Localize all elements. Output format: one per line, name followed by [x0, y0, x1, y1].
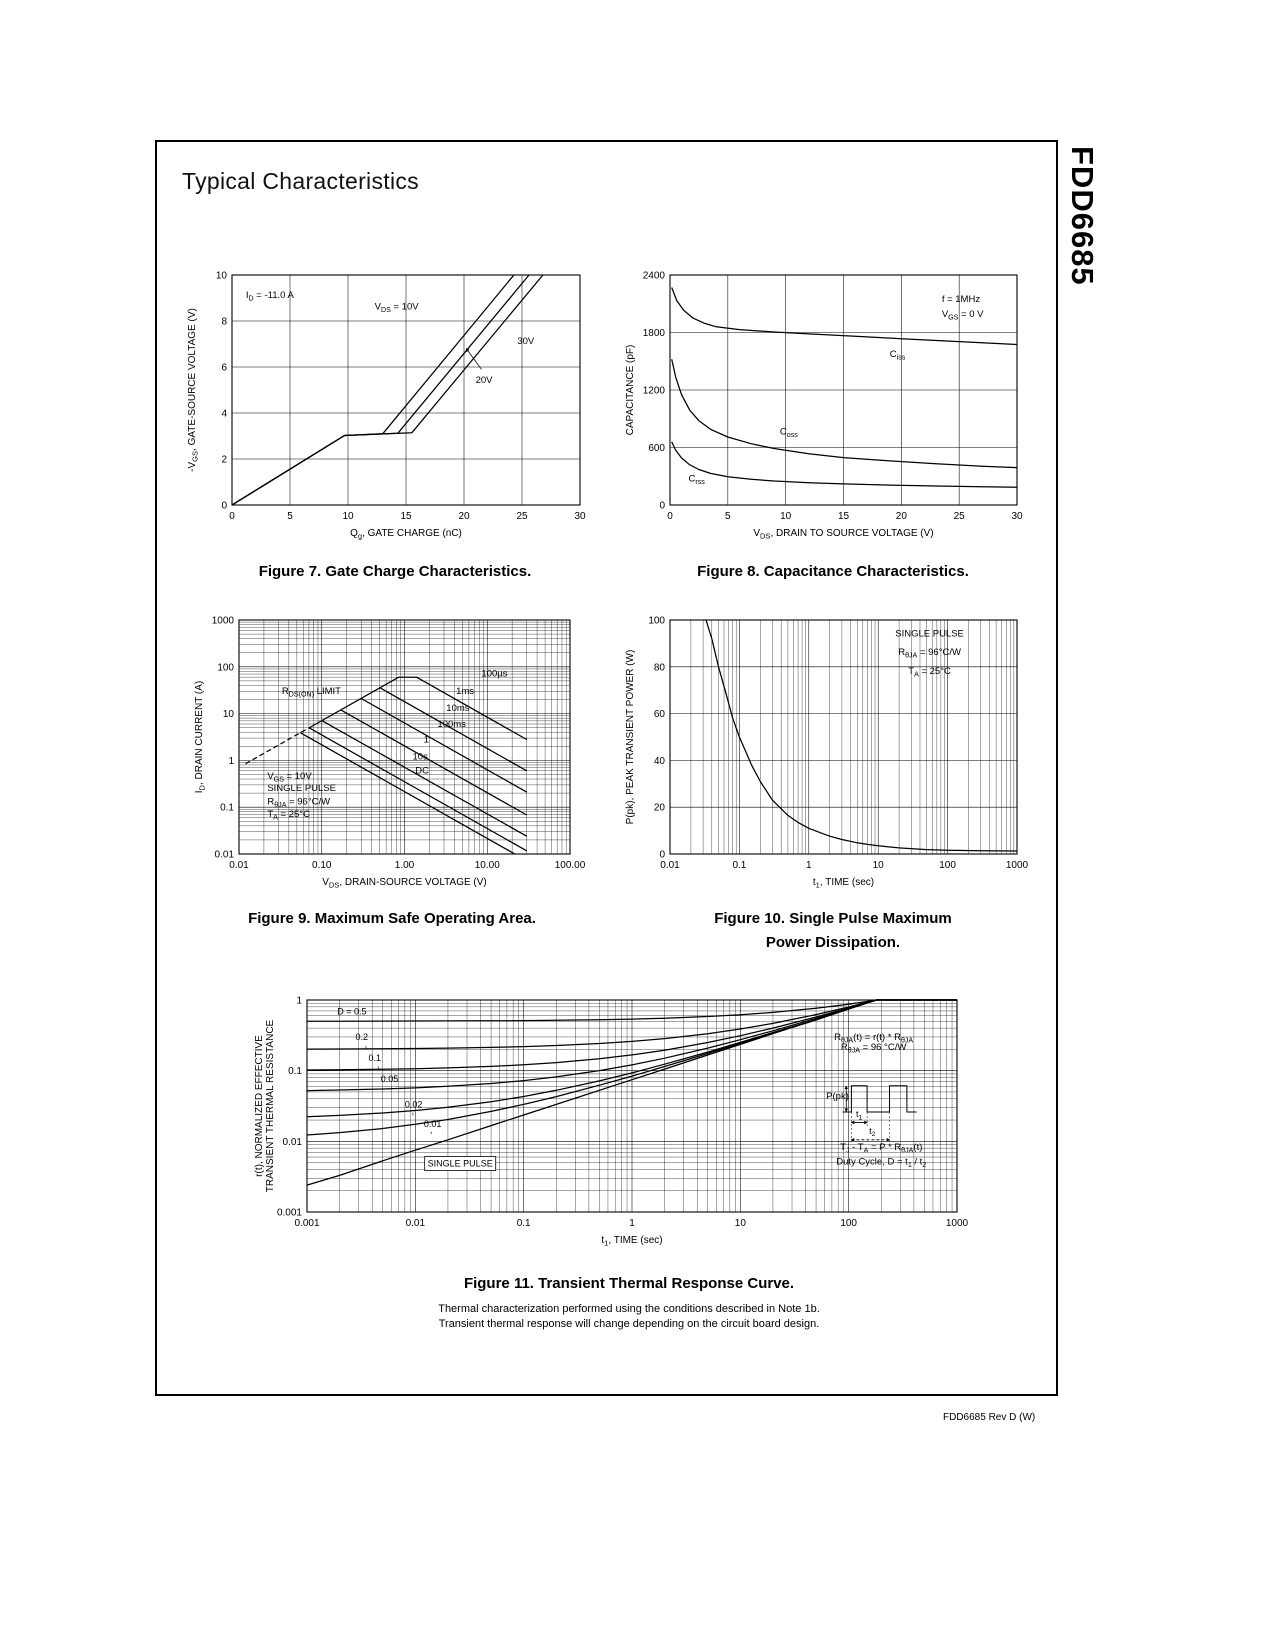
svg-text:80: 80 [653, 662, 665, 674]
figure10-caption [618, 907, 1048, 955]
svg-text:0.01: 0.01 [423, 1118, 442, 1129]
svg-text:1ms: 1ms [456, 686, 475, 698]
svg-text:600: 600 [648, 443, 665, 454]
svg-text:ID = -11.0 A: $I_D = -11.0$ A [245, 290, 294, 303]
svg-text:20: 20 [653, 802, 665, 814]
svg-text:t1, TIME (sec): $t_1$, TIME (sec) [601, 1235, 663, 1248]
svg-text:30: 30 [574, 511, 586, 522]
svg-text:10: 10 [734, 1218, 746, 1229]
svg-text:0.001: 0.001 [294, 1218, 320, 1229]
svg-text:-VGS, GATE-SOURCE VOLTAGE (V): $-V_{GS}$, GATE-SOURCE VOLTAGE (V) [187, 308, 200, 472]
svg-text:1: 1 [806, 860, 812, 871]
part-number: FDD6685 [1065, 146, 1100, 286]
svg-text:0.01: 0.01 [405, 1218, 426, 1229]
svg-text:TA = 25°C: $T_A = 25^\circ C$ [267, 808, 310, 822]
capacitance-svg [618, 263, 1048, 563]
svg-text:0.05: 0.05 [380, 1074, 399, 1085]
svg-text:0.2: 0.2 [355, 1032, 368, 1043]
page-title: Typical Characteristics [182, 168, 419, 194]
svg-text:25: 25 [953, 511, 965, 522]
svg-text:0.01: 0.01 [229, 860, 249, 871]
svg-text:RθJA = 96°C/W: $R_{\theta JA} = 96^\circ C/W$ [267, 796, 331, 809]
svg-text:10: 10 [872, 860, 884, 871]
svg-text:TA = 25°C: $T_A = 25^\circ C$ [908, 665, 951, 679]
svg-text:f = 1MHz: f = 1MHz [941, 293, 981, 305]
figure8-caption: Figure 8. Capacitance Characteristics. [697, 563, 969, 580]
svg-text:Qg, GATE CHARGE (nC): $Q_g$, GATE CHARGE (nC) [350, 528, 462, 541]
svg-text:TRANSIENT THERMAL RESISTANCE: TRANSIENT THERMAL RESISTANCE [265, 1019, 276, 1193]
svg-text:10: 10 [222, 709, 234, 721]
svg-text:1200: 1200 [642, 385, 665, 397]
svg-text:RθJA = 96°C/W: $R_{\theta JA} = 96^\circ C/W$ [898, 647, 961, 660]
svg-text:60: 60 [653, 709, 665, 721]
svg-text:20: 20 [895, 511, 907, 522]
svg-text:SINGLE PULSE: SINGLE PULSE [267, 783, 336, 795]
svg-text:Crss: $C_{rss}$ [688, 473, 705, 487]
svg-text:0.001: 0.001 [276, 1207, 302, 1219]
svg-text:0: 0 [659, 849, 665, 861]
figure11-note-line2: Transient thermal response will change depending on the circuit board design. [438, 1318, 820, 1330]
svg-text:15: 15 [837, 511, 850, 522]
svg-text:t1: $t_1$ [856, 1109, 863, 1122]
svg-text:100: 100 [648, 615, 665, 627]
page-footer: FDD6685 Rev D (W) [943, 1412, 1036, 1423]
svg-text:1000: 1000 [945, 1218, 969, 1229]
svg-text:20V: 20V [475, 375, 493, 387]
svg-text:40: 40 [653, 755, 665, 767]
svg-text:10: 10 [780, 511, 792, 522]
svg-text:100ms: 100ms [437, 718, 466, 730]
svg-text:P(pk): P(pk) [826, 1090, 849, 1102]
svg-text:VGS = 0 V: $V_{GS} = 0$ V [941, 309, 984, 322]
svg-text:t1, TIME (sec): $t_1$, TIME (sec) [812, 877, 875, 890]
svg-text:VDS, DRAIN TO SOURCE VOLTAGE (: $V_{DS}$, DRAIN TO SOURCE VOLTAGE (V) [753, 528, 934, 541]
svg-text:10: 10 [215, 270, 227, 282]
svg-text:30V: 30V [517, 336, 535, 347]
svg-text:VDS, DRAIN-SOURCE VOLTAGE (V): $V_{DS}$, DRAIN-SOURCE VOLTAGE (V) [322, 877, 487, 890]
gate-charge-svg [180, 263, 610, 563]
svg-text:VGS = 10V: $V_{GS} = 10V$ [267, 771, 312, 784]
figure11-notes [249, 1302, 1009, 1332]
svg-text:TJ - TA = P * RθJA(t): $T_J - T_A = P * R_{\theta JA}(t)$ [840, 1142, 923, 1155]
svg-text:100.00: 100.00 [554, 860, 586, 871]
svg-text:0.10: 0.10 [312, 860, 332, 871]
svg-text:0: 0 [229, 511, 235, 522]
figure10-power-chart [618, 608, 1048, 918]
figure9-soa-chart [187, 608, 607, 918]
svg-text:10.00: 10.00 [474, 860, 500, 871]
svg-text:D = 0.5: D = 0.5 [337, 1006, 367, 1017]
svg-text:0.01: 0.01 [660, 860, 680, 871]
svg-text:0.01: 0.01 [214, 849, 234, 861]
svg-text:6: 6 [221, 362, 227, 374]
svg-text:1000: 1000 [211, 615, 234, 627]
svg-text:4: 4 [221, 408, 227, 420]
svg-text:CAPACITANCE (pF): CAPACITANCE (pF) [625, 344, 636, 436]
power-svg [618, 608, 1048, 918]
svg-text:5: 5 [725, 511, 731, 522]
figure7-caption: Figure 7. Gate Charge Characteristics. [258, 563, 532, 580]
svg-text:SINGLE PULSE: SINGLE PULSE [427, 1158, 493, 1169]
svg-text:RθJA = 96 °C/W: $R_{\theta JA} = 96$ °C/W [840, 1042, 907, 1055]
svg-text:RDS(ON) LIMIT: $R_{DS(ON)}$ LIMIT [281, 686, 341, 699]
figure11-thermal-chart [249, 988, 1009, 1278]
svg-text:25: 25 [516, 511, 528, 522]
content-border [155, 140, 1058, 1396]
svg-text:30: 30 [1011, 511, 1023, 522]
svg-text:0.01: 0.01 [282, 1136, 302, 1148]
figure10-caption-line1: Figure 10. Single Pulse Maximum [714, 910, 952, 927]
svg-text:100: 100 [840, 1218, 858, 1229]
svg-text:10ms: 10ms [446, 702, 470, 714]
svg-text:1.00: 1.00 [394, 860, 415, 871]
svg-text:0.02: 0.02 [404, 1099, 423, 1110]
svg-text:2400: 2400 [642, 270, 665, 282]
svg-text:RθJA(t) = r(t) * RθJA: $R_{\theta JA}(t) = r(t) * R_{\theta JA}$ [834, 1032, 914, 1045]
figure10-caption-line2: Power Dissipation. [765, 934, 901, 951]
svg-text:Ciss: $C_{iss}$ [889, 348, 906, 362]
svg-text:10: 10 [342, 511, 354, 522]
svg-text:SINGLE PULSE: SINGLE PULSE [895, 628, 964, 640]
svg-text:0.1: 0.1 [288, 1066, 302, 1078]
svg-text:100µs: 100µs [481, 668, 508, 680]
svg-text:1800: 1800 [642, 328, 665, 339]
figure9-caption: Figure 9. Maximum Safe Operating Area. [248, 910, 536, 927]
svg-text:0: 0 [221, 500, 227, 512]
svg-text:100: 100 [217, 662, 234, 674]
svg-text:2: 2 [221, 454, 227, 466]
svg-text:8: 8 [221, 316, 227, 328]
svg-text:VDS = 10V: $V_{DS} = 10V$ [374, 301, 419, 314]
svg-text:20: 20 [458, 511, 470, 522]
svg-text:t2: $t_2$ [869, 1125, 876, 1139]
svg-text:r(t), NORMALIZED EFFECTIVE: r(t), NORMALIZED EFFECTIVE [254, 1035, 265, 1177]
svg-text:DC: DC [415, 765, 430, 777]
svg-text:1: 1 [423, 734, 429, 746]
svg-text:1: 1 [228, 755, 234, 767]
figure8-capacitance-chart [618, 263, 1048, 563]
svg-text:0.1: 0.1 [732, 860, 747, 871]
svg-text:1: 1 [629, 1218, 635, 1229]
svg-text:5: 5 [287, 511, 293, 522]
svg-text:0: 0 [659, 500, 665, 512]
svg-text:Coss: $C_{oss}$ [779, 426, 798, 440]
thermal-svg [249, 988, 1009, 1278]
svg-text:P(pk), PEAK TRANSIENT POWER (W: P(pk), PEAK TRANSIENT POWER (W) [625, 649, 636, 825]
svg-text:15: 15 [400, 511, 412, 522]
svg-text:0.1: 0.1 [220, 802, 234, 814]
soa-svg [187, 608, 607, 918]
figure11-caption: Figure 11. Transient Thermal Response Curve. [463, 1275, 795, 1292]
svg-text:0.1: 0.1 [516, 1218, 531, 1229]
svg-text:1: 1 [296, 995, 302, 1007]
svg-text:0: 0 [667, 511, 673, 522]
svg-text:100: 100 [939, 860, 956, 871]
figure11-note-line1: Thermal characterization performed using the conditions described in Note 1b. [438, 1303, 820, 1315]
svg-text:Duty Cycle, D = t1 / t2: Duty Cycle, $D = t_1 / t_2$ [836, 1156, 927, 1170]
svg-text:0.1: 0.1 [368, 1052, 382, 1063]
figure7-gate-charge-chart [180, 263, 610, 563]
svg-text:10s: 10s [412, 751, 428, 763]
svg-text:1000: 1000 [1005, 860, 1029, 871]
svg-text:ID, DRAIN CURRENT (A): $I_D$, DRAIN CURRENT (A) [194, 680, 207, 794]
